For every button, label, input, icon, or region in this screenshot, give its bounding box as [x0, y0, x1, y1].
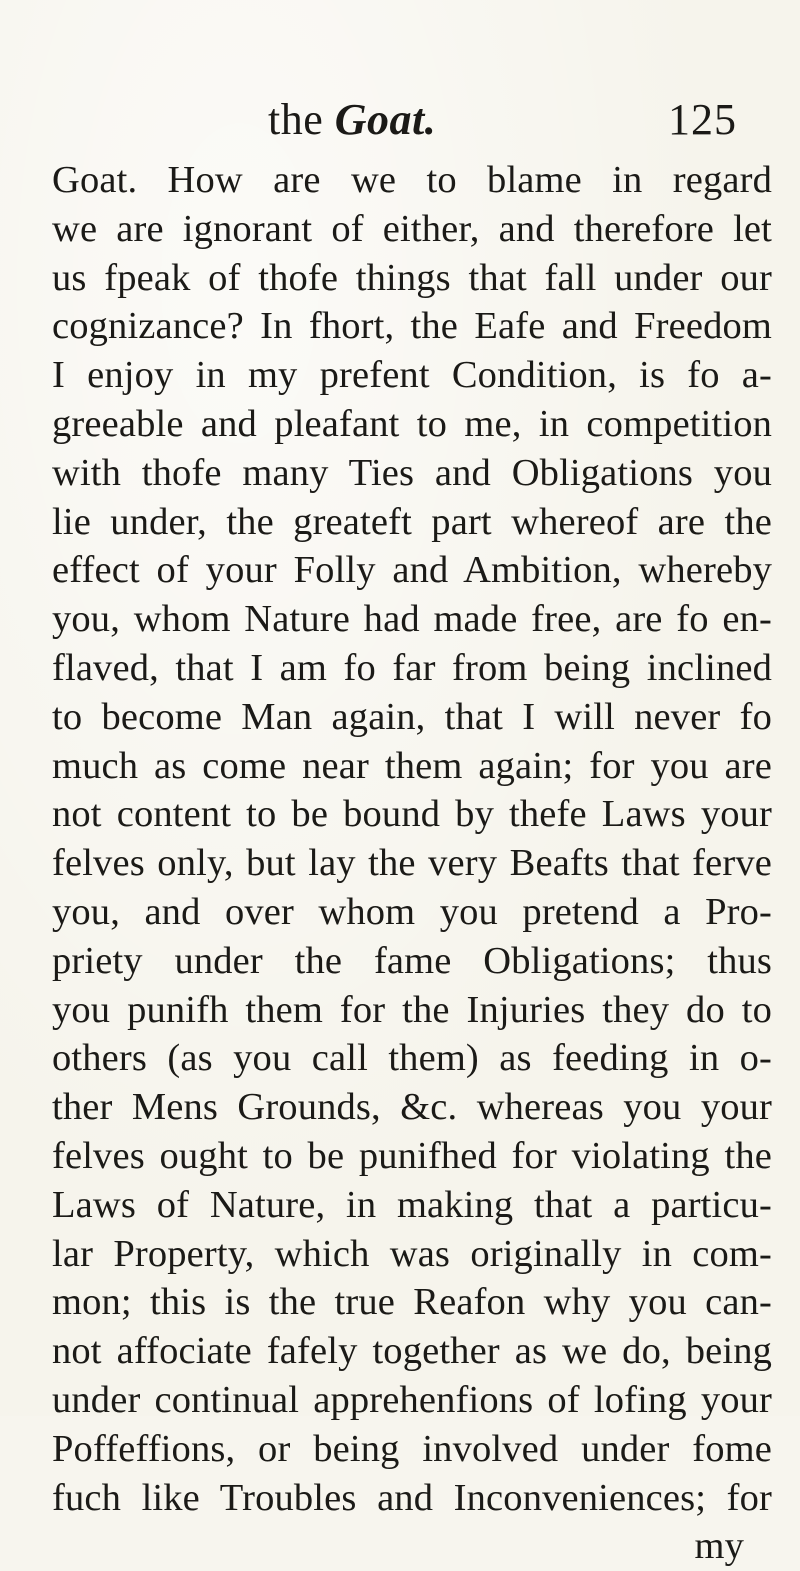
text-line-17: priety under the fame Obligations; thus — [52, 939, 772, 982]
text-line-21: felves ought to be punifhed for violating the — [52, 1134, 772, 1177]
text-line-23: lar Property, which was originally in com- — [52, 1232, 772, 1275]
text-line-6: greeable and pleafant to me, in competition — [52, 402, 772, 445]
text-line-15: felves only, but lay the very Beafts that ferve — [52, 842, 772, 885]
text-line-7: with thofe many Ties and Obligations you — [52, 451, 772, 494]
text-line-20: ther Mens Grounds, &c. whereas you your — [52, 1086, 772, 1129]
text-line-5: I enjoy in my prefent Condition, is fo a- — [52, 354, 772, 397]
body-text — [52, 156, 772, 1571]
text-line-16: you, and over whom you pretend a Pro- — [52, 890, 772, 933]
catchword: my — [694, 1525, 744, 1568]
text-line-11: flaved, that I am fo far from being inclined — [52, 646, 772, 689]
text-line-2: we are ignorant of either, and therefore let — [52, 207, 772, 250]
text-line-10: you, whom Nature had made free, are fo en- — [52, 598, 772, 641]
text-line-13: much as come near them again; for you are — [52, 744, 772, 787]
text-line-4: cognizance? In fhort, the Eafe and Freedom — [52, 305, 772, 348]
text-line-28: fuch like Troubles and Inconveniences; for — [52, 1476, 772, 1519]
text-line-24: mon; this is the true Reafon why you can- — [52, 1281, 772, 1324]
text-line-1: Goat. How are we to blame in regard — [52, 159, 772, 201]
text-line-3: us fpeak of thofe things that fall under our — [52, 256, 772, 299]
page-header — [0, 92, 800, 152]
running-head-prefix: the — [268, 95, 335, 144]
text-line-14: not content to be bound by thefe Laws your — [52, 793, 772, 836]
text-line-26: under continual apprehenfions of lofing your — [52, 1378, 772, 1421]
text-line-25: not affociate fafely together as we do, being — [52, 1330, 772, 1373]
text-line-12: to become Man again, that I will never fo — [52, 695, 772, 738]
text-line-8: lie under, the greateft part whereof are the — [52, 500, 772, 543]
running-head — [268, 92, 436, 148]
text-line-27: Poffeffions, or being involved under fome — [52, 1427, 772, 1470]
text-line-9: effect of your Folly and Ambition, whereby — [52, 549, 772, 592]
text-line-19: others (as you call them) as feeding in o- — [52, 1037, 772, 1080]
text-line-22: Laws of Nature, in making that a particu- — [52, 1183, 772, 1226]
text-line-18: you punifh them for the Injuries they do to — [52, 988, 772, 1031]
running-head-title: Goat. — [334, 95, 437, 144]
page-number: 125 — [668, 95, 737, 144]
